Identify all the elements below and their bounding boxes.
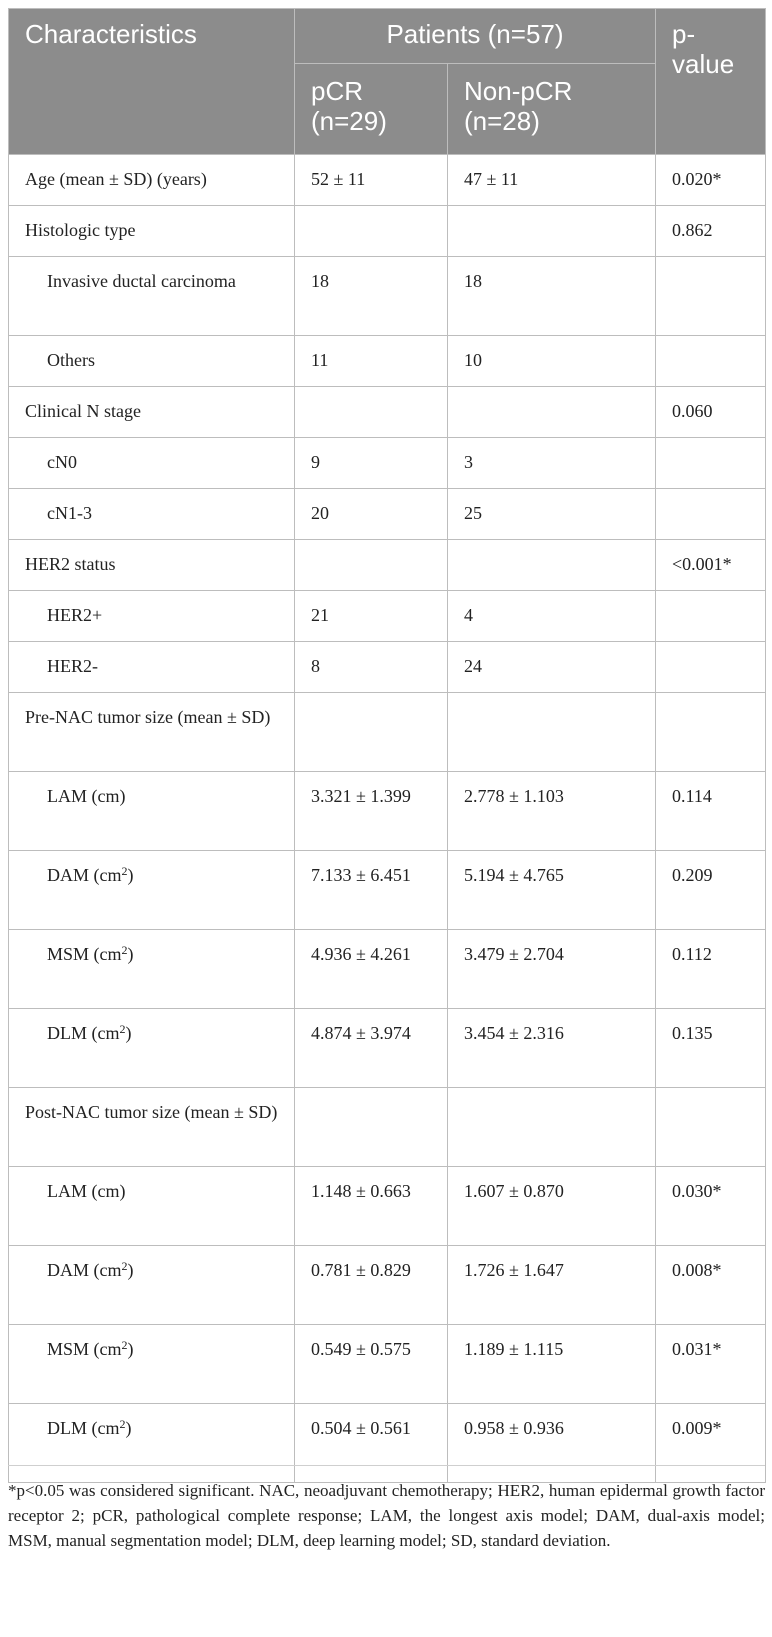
pcr-cell: 21	[295, 591, 448, 642]
pcr-cell: 4.936 ± 4.261	[295, 930, 448, 1009]
nonpcr-cell: 3	[448, 438, 656, 489]
pvalue-cell	[656, 693, 766, 772]
pcr-cell: 52 ± 11	[295, 155, 448, 206]
row-label: cN1-3	[9, 489, 295, 540]
label-close: )	[125, 1023, 132, 1043]
row-label: Post-NAC tumor size (mean ± SD)	[9, 1088, 295, 1167]
characteristics-table	[8, 8, 766, 1483]
unit-superscript: 2	[121, 1259, 128, 1273]
pcr-cell	[295, 206, 448, 257]
nonpcr-cell: 4	[448, 591, 656, 642]
row-label: Histologic type	[9, 206, 295, 257]
pvalue-cell	[656, 257, 766, 336]
table-row-pre-lam	[9, 772, 766, 851]
pvalue-cell	[656, 489, 766, 540]
nonpcr-cell: 10	[448, 336, 656, 387]
label-close: )	[127, 944, 134, 964]
pvalue-cell	[656, 336, 766, 387]
table-row-age	[9, 155, 766, 206]
table-body	[9, 155, 766, 1483]
pcr-cell	[295, 540, 448, 591]
label-close: )	[127, 1260, 134, 1280]
pvalue-cell: 0.030*	[656, 1167, 766, 1246]
nonpcr-cell: 47 ± 11	[448, 155, 656, 206]
table-row-pre-msm	[9, 930, 766, 1009]
label-close: )	[127, 865, 134, 885]
pcr-cell: 0.781 ± 0.829	[295, 1246, 448, 1325]
table-row-post-dam	[9, 1246, 766, 1325]
nonpcr-cell	[448, 693, 656, 772]
pcr-cell: 20	[295, 489, 448, 540]
nonpcr-header: Non-pCR (n=28)	[448, 64, 656, 155]
label-text: DLM (cm	[47, 1023, 120, 1043]
nonpcr-cell: 5.194 ± 4.765	[448, 851, 656, 930]
pvalue-cell: 0.020*	[656, 155, 766, 206]
table-row-idc	[9, 257, 766, 336]
table-row-cn1-3	[9, 489, 766, 540]
pvalue-cell	[656, 642, 766, 693]
pcr-cell: 18	[295, 257, 448, 336]
table-row-pre-dlm	[9, 1009, 766, 1088]
unit-superscript: 2	[121, 1338, 128, 1352]
pvalue-cell: 0.112	[656, 930, 766, 1009]
table-header	[9, 9, 766, 155]
table-footnote: *p<0.05 was considered significant. NAC, neoadjuvant chemotherapy; HER2, human epidermal growth factor receptor 2; pCR, pathological complete response; LAM, the longest axis model; DAM, dual-axis model; MSM, manual segmentation model; DLM, deep learning model; SD, standard deviation.	[8, 1465, 765, 1553]
pvalue-cell: 0.031*	[656, 1325, 766, 1404]
nonpcr-cell: 1.189 ± 1.115	[448, 1325, 656, 1404]
nonpcr-cell: 1.726 ± 1.647	[448, 1246, 656, 1325]
pcr-cell	[295, 1088, 448, 1167]
row-label	[9, 930, 295, 1009]
nonpcr-cell: 18	[448, 257, 656, 336]
row-label: HER2 status	[9, 540, 295, 591]
pvalue-cell: <0.001*	[656, 540, 766, 591]
row-label: Clinical N stage	[9, 387, 295, 438]
header-row-1	[9, 9, 766, 64]
pcr-cell: 0.504 ± 0.561	[295, 1404, 448, 1483]
pcr-cell: 8	[295, 642, 448, 693]
nonpcr-cell: 3.479 ± 2.704	[448, 930, 656, 1009]
pvalue-cell: 0.135	[656, 1009, 766, 1088]
pcr-cell	[295, 693, 448, 772]
label-text: MSM (cm	[47, 944, 122, 964]
row-label: Others	[9, 336, 295, 387]
pvalue-cell	[656, 1088, 766, 1167]
row-label: HER2-	[9, 642, 295, 693]
table-row-pre-dam	[9, 851, 766, 930]
row-label	[9, 1246, 295, 1325]
row-label	[9, 1009, 295, 1088]
row-label: LAM (cm)	[9, 772, 295, 851]
table-row-n-stage	[9, 387, 766, 438]
pcr-cell	[295, 387, 448, 438]
nonpcr-cell	[448, 387, 656, 438]
row-label: cN0	[9, 438, 295, 489]
nonpcr-cell: 24	[448, 642, 656, 693]
unit-superscript: 2	[119, 1022, 126, 1036]
pvalue-cell: 0.209	[656, 851, 766, 930]
row-label: LAM (cm)	[9, 1167, 295, 1246]
nonpcr-cell: 1.607 ± 0.870	[448, 1167, 656, 1246]
unit-superscript: 2	[121, 943, 128, 957]
label-text: MSM (cm	[47, 1339, 122, 1359]
pcr-cell: 1.148 ± 0.663	[295, 1167, 448, 1246]
pvalue-cell: 0.008*	[656, 1246, 766, 1325]
table-row-her2-status	[9, 540, 766, 591]
nonpcr-cell: 0.958 ± 0.936	[448, 1404, 656, 1483]
pcr-cell: 9	[295, 438, 448, 489]
label-text: DAM (cm	[47, 1260, 122, 1280]
row-label: HER2+	[9, 591, 295, 642]
label-close: )	[125, 1418, 132, 1438]
pcr-cell: 11	[295, 336, 448, 387]
label-text: DLM (cm	[47, 1418, 120, 1438]
unit-superscript: 2	[121, 864, 128, 878]
row-label: Invasive ductal carcinoma	[9, 257, 295, 336]
pvalue-cell: 0.862	[656, 206, 766, 257]
nonpcr-cell: 2.778 ± 1.103	[448, 772, 656, 851]
row-label	[9, 1325, 295, 1404]
table-row-post-lam	[9, 1167, 766, 1246]
table-row-post-nac	[9, 1088, 766, 1167]
pvalue-cell: 0.114	[656, 772, 766, 851]
nonpcr-cell	[448, 540, 656, 591]
pvalue-cell	[656, 591, 766, 642]
characteristics-header: Characteristics	[9, 9, 295, 155]
table-row-others	[9, 336, 766, 387]
nonpcr-cell: 25	[448, 489, 656, 540]
pcr-cell: 4.874 ± 3.974	[295, 1009, 448, 1088]
row-label	[9, 851, 295, 930]
pvalue-cell: 0.009*	[656, 1404, 766, 1483]
row-label: Age (mean ± SD) (years)	[9, 155, 295, 206]
table-row-post-msm	[9, 1325, 766, 1404]
pvalue-cell	[656, 438, 766, 489]
pvalue-header: p-value	[656, 9, 766, 155]
table-row-her2-positive	[9, 591, 766, 642]
unit-superscript: 2	[119, 1417, 126, 1431]
patients-header: Patients (n=57)	[295, 9, 656, 64]
nonpcr-cell: 3.454 ± 2.316	[448, 1009, 656, 1088]
table-row-histologic-type	[9, 206, 766, 257]
pcr-cell: 3.321 ± 1.399	[295, 772, 448, 851]
pvalue-cell: 0.060	[656, 387, 766, 438]
label-text: DAM (cm	[47, 865, 122, 885]
pcr-header: pCR (n=29)	[295, 64, 448, 155]
label-close: )	[127, 1339, 134, 1359]
pcr-cell: 7.133 ± 6.451	[295, 851, 448, 930]
table-row-pre-nac	[9, 693, 766, 772]
nonpcr-cell	[448, 206, 656, 257]
row-label: Pre-NAC tumor size (mean ± SD)	[9, 693, 295, 772]
table-row-cn0	[9, 438, 766, 489]
nonpcr-cell	[448, 1088, 656, 1167]
table-row-her2-negative	[9, 642, 766, 693]
pcr-cell: 0.549 ± 0.575	[295, 1325, 448, 1404]
